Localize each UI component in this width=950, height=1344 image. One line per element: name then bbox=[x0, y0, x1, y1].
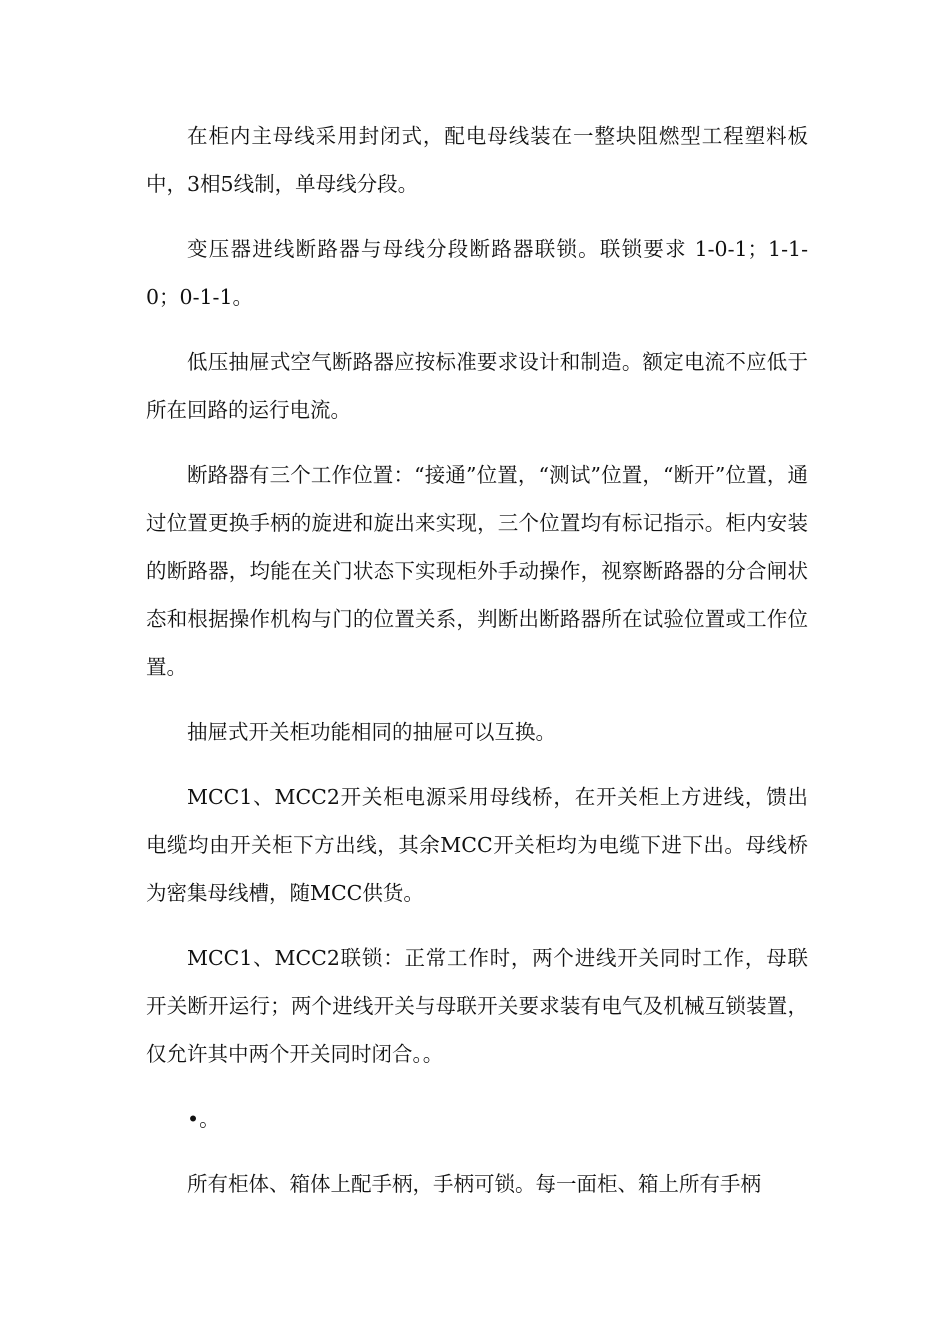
paragraph-bullet: •。 bbox=[187, 1107, 220, 1131]
paragraph-handles: 所有柜体、箱体上配手柄，手柄可锁。每一面柜、箱上所有手柄 bbox=[187, 1172, 761, 1196]
paragraph-mcc-power: MCC1、MCC2开关柜电源采用母线桥，在开关柜上方进线，馈出电缆均由开关柜下方出线，其余MCC开关柜均为电缆下进下出。母线桥为密集母线槽，随MCC供货。 bbox=[146, 785, 808, 905]
paragraph-breaker-positions: 断路器有三个工作位置：“接通”位置，“测试”位置，“断开”位置，通过位置更换手柄的旋进和旋出来实现，三个位置均有标记指示。柜内安装的断路器，均能在关门状态下实现柜外手动操作，视察断路器的分合闸状态和根据操作机构与门的位置关系，判断出断路器所在试验位置或工作位置。 bbox=[146, 463, 808, 679]
paragraph-drawer-interchange: 抽屉式开关柜功能相同的抽屉可以互换。 bbox=[187, 720, 556, 744]
paragraph-interlock: 变压器进线断路器与母线分段断路器联锁。联锁要求 1-0-1；1-1-0；0-1-1。 bbox=[146, 237, 808, 309]
paragraph-drawer-breaker: 低压抽屉式空气断路器应按标准要求设计和制造。额定电流不应低于所在回路的运行电流。 bbox=[146, 350, 808, 422]
paragraph-mcc-interlock: MCC1、MCC2联锁：正常工作时，两个进线开关同时工作，母联开关断开运行；两个进线开关与母联开关要求装有电气及机械互锁装置，仅允许其中两个开关同时闭合。。 bbox=[146, 946, 808, 1066]
document-body bbox=[146, 112, 808, 1225]
paragraph-busbar: 在柜内主母线采用封闭式，配电母线装在一整块阻燃型工程塑料板中，3相5线制，单母线分段。 bbox=[146, 124, 808, 196]
